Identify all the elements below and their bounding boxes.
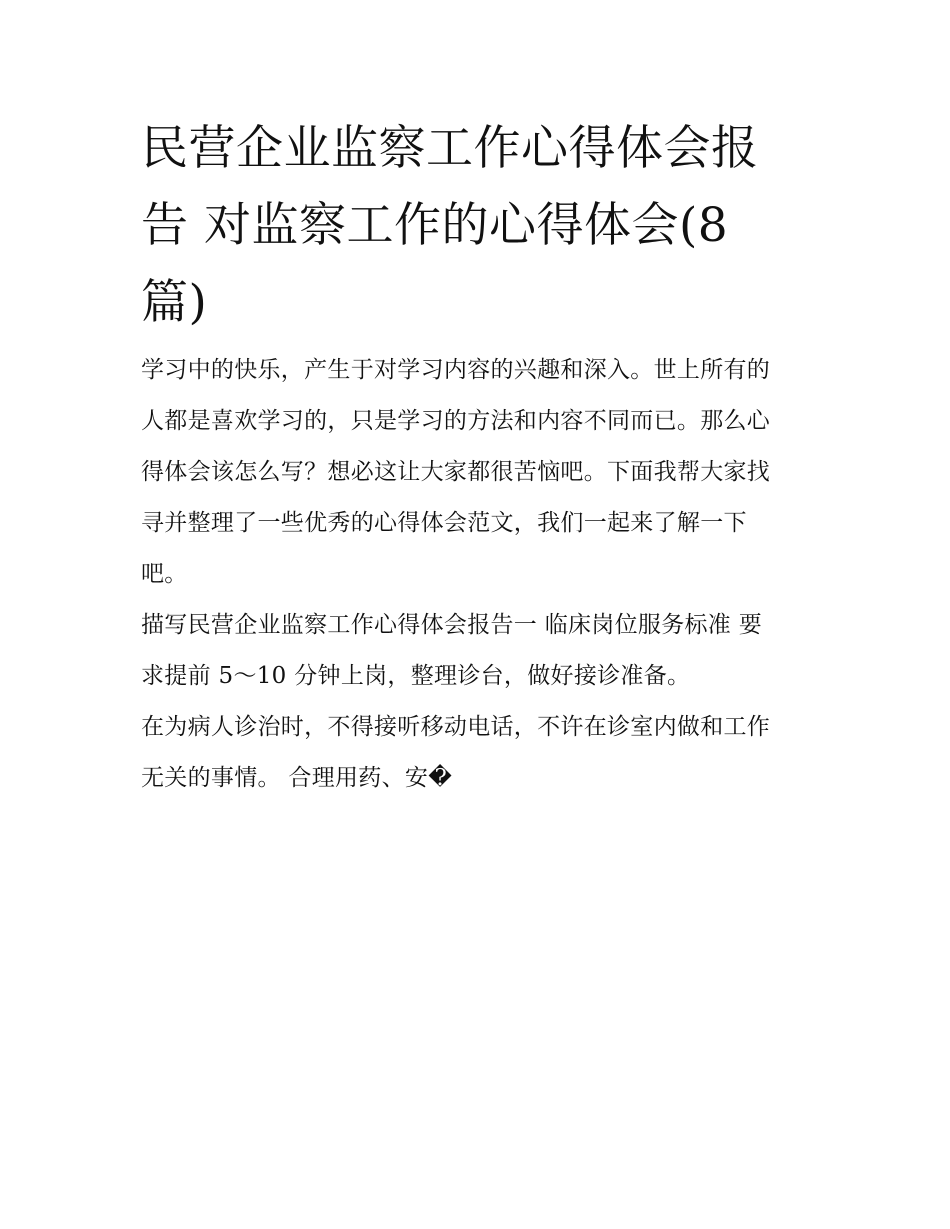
text-line: 吧。 xyxy=(141,561,188,587)
title-line: 告 对监察工作的心得体会(8 xyxy=(141,198,729,253)
title-line: 民营企业监察工作心得体会报 xyxy=(141,121,759,176)
text-line: 无关的事情。 合理用药、安� xyxy=(141,765,453,791)
text-line: 求提前 5～10 分钟上岗，整理诊台，做好接诊准备。 xyxy=(141,663,691,689)
section-paragraph xyxy=(141,600,821,702)
text-line: 得体会该怎么写？想必这让大家都很苦恼吧。下面我帮大家找 xyxy=(141,459,771,485)
text-line: 寻并整理了一些优秀的心得体会范文，我们一起来了解一下 xyxy=(141,510,747,536)
document-title xyxy=(141,110,821,341)
title-line: 篇) xyxy=(141,275,208,330)
text-line: 人都是喜欢学习的，只是学习的方法和内容不同而已。那么心 xyxy=(141,408,771,434)
intro-paragraph xyxy=(141,345,821,600)
text-line: 在为病人诊治时，不得接听移动电话，不许在诊室内做和工作 xyxy=(141,714,771,740)
text-line: 描写民营企业监察工作心得体会报告一 临床岗位服务标准 要 xyxy=(141,612,763,638)
text-line: 学习中的快乐，产生于对学习内容的兴趣和深入。世上所有的 xyxy=(141,357,771,383)
document-body xyxy=(141,345,821,804)
section-paragraph xyxy=(141,702,821,804)
document-page xyxy=(141,110,821,804)
